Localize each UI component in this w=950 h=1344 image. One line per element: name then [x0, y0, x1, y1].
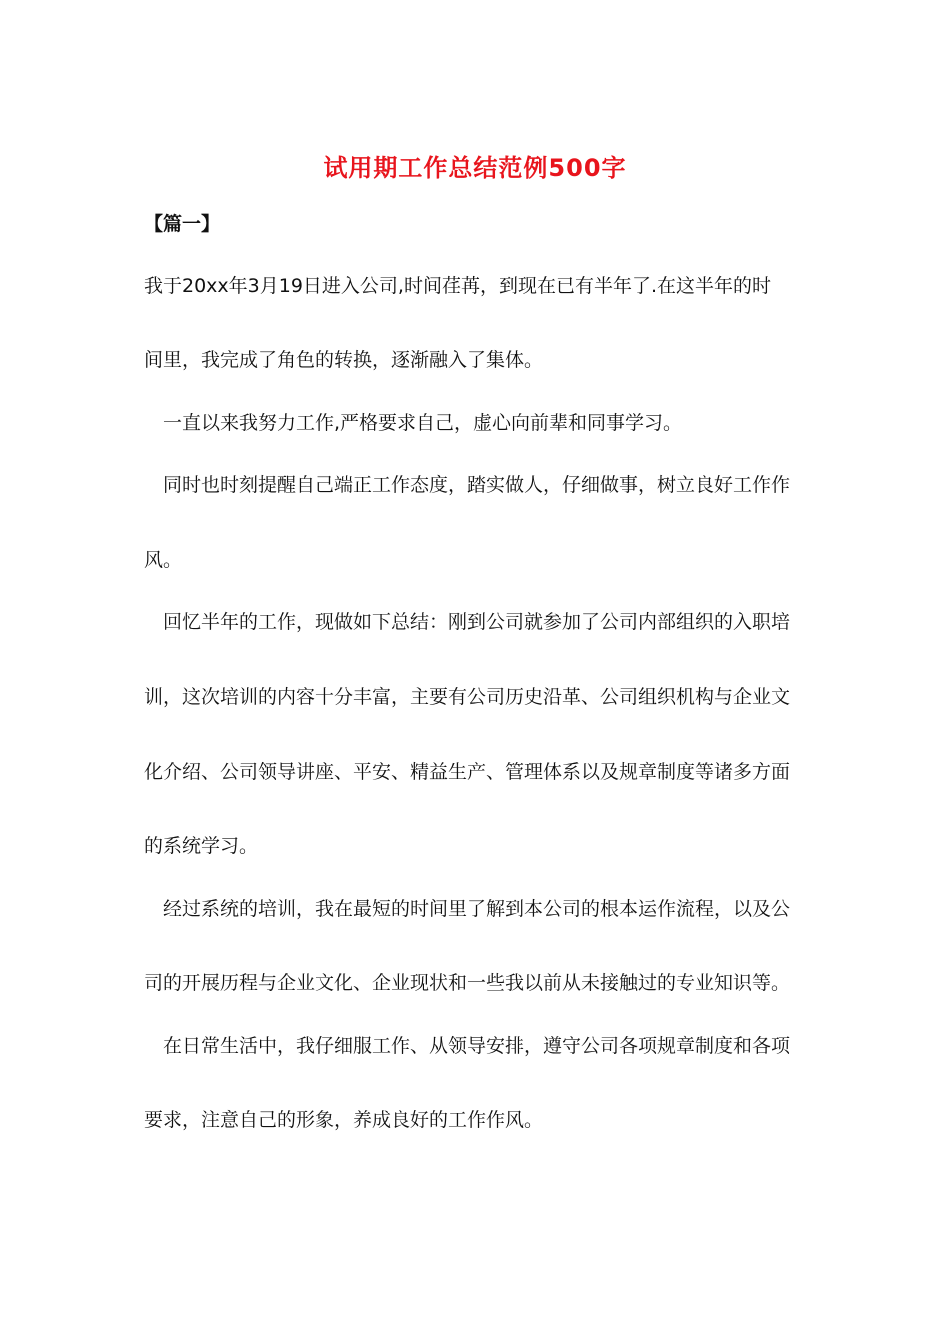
paragraph-line: 一直以来我努力工作,严格要求自己，虚心向前辈和同事学习。	[163, 412, 683, 434]
paragraph-line: 同时也时刻提醒自己端正工作态度，踏实做人，仔细做事，树立良好工作作	[163, 474, 791, 496]
paragraph-line: 经过系统的培训，我在最短的时间里了解到本公司的根本运作流程，以及公	[163, 898, 791, 920]
document-title: 试用期工作总结范例500字	[323, 154, 627, 182]
section-label: 【篇一】	[144, 213, 221, 235]
paragraph-line: 回忆半年的工作，现做如下总结：刚到公司就参加了公司内部组织的入职培	[163, 611, 791, 633]
paragraph-line: 司的开展历程与企业文化、企业现状和一些我以前从未接触过的专业知识等。	[144, 972, 791, 994]
paragraph-line: 我于20xx年3月19日进入公司,时间荏苒，到现在已有半年了.在这半年的时	[144, 275, 772, 297]
paragraph-line: 在日常生活中，我仔细服工作、从领导安排，遵守公司各项规章制度和各项	[163, 1035, 791, 1057]
paragraph-line: 训，这次培训的内容十分丰富，主要有公司历史沿革、公司组织机构与企业文	[144, 686, 791, 708]
paragraph-line: 风。	[144, 549, 183, 571]
paragraph-line: 要求，注意自己的形象，养成良好的工作作风。	[144, 1109, 544, 1131]
paragraph-line: 的系统学习。	[144, 835, 259, 857]
paragraph-line: 化介绍、公司领导讲座、平安、精益生产、管理体系以及规章制度等诸多方面	[144, 761, 791, 783]
paragraph-line: 间里，我完成了角色的转换，逐渐融入了集体。	[144, 349, 544, 371]
